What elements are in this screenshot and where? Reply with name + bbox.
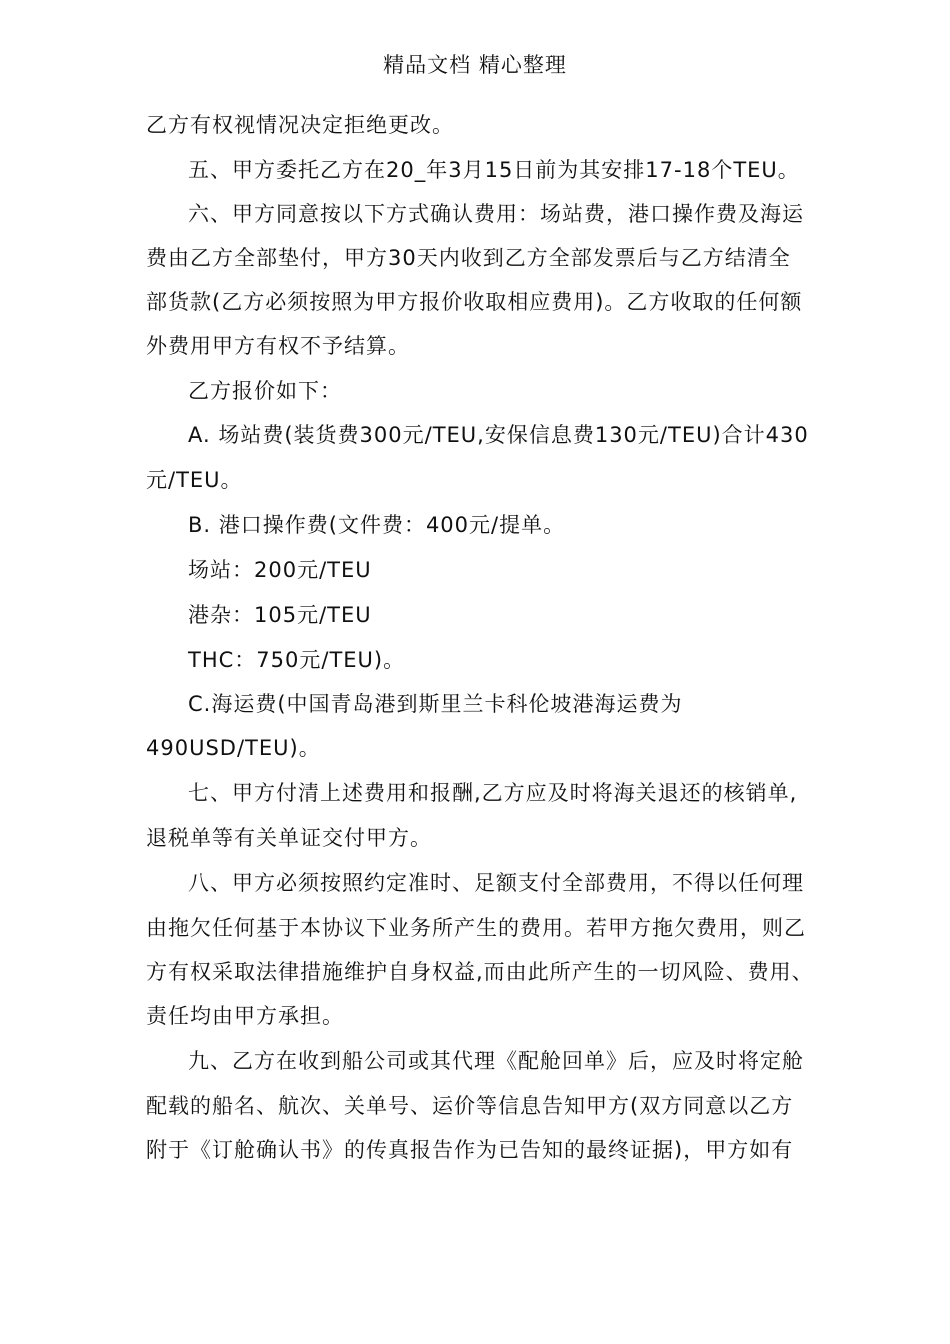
text-line: 元/TEU。 — [146, 468, 243, 492]
text-line: 由拖欠任何基于本协议下业务所产生的费用。若甲方拖欠费用，则乙 — [146, 916, 806, 940]
page-header: 精品文档 精心整理 — [383, 53, 567, 77]
text-line: 乙方报价如下： — [188, 379, 342, 403]
text-line: 七、甲方付清上述费用和报酬,乙方应及时将海关退还的核销单, — [188, 781, 798, 805]
text-line: 部货款(乙方必须按照为甲方报价收取相应费用)。乙方收取的任何额 — [146, 290, 803, 314]
text-line: 方有权采取法律措施维护自身权益,而由此所产生的一切风险、费用、 — [146, 960, 814, 984]
text-line: 附于《订舱确认书》的传真报告作为已告知的最终证据)，甲方如有 — [146, 1138, 794, 1162]
text-line: A. 场站费(装货费300元/TEU,安保信息费130元/TEU)合计430 — [188, 423, 809, 447]
text-line: 九、乙方在收到船公司或其代理《配舱回单》后，应及时将定舱 — [188, 1049, 804, 1073]
text-line: 配载的船名、航次、关单号、运价等信息告知甲方(双方同意以乙方 — [146, 1094, 794, 1118]
text-line: 退税单等有关单证交付甲方。 — [146, 826, 432, 850]
text-line: 六、甲方同意按以下方式确认费用：场站费，港口操作费及海运 — [188, 202, 804, 226]
text-line: C.海运费(中国青岛港到斯里兰卡科伦坡港海运费为 — [188, 692, 683, 716]
text-line: 490USD/TEU)。 — [146, 736, 321, 760]
text-line: B. 港口操作费(文件费：400元/提单。 — [188, 513, 566, 537]
text-line: 港杂：105元/TEU — [188, 603, 372, 627]
text-line: 场站：200元/TEU — [188, 558, 372, 582]
text-line: 费由乙方全部垫付，甲方30天内收到乙方全部发票后与乙方结清全 — [146, 246, 791, 270]
text-line: THC：750元/TEU)。 — [188, 648, 406, 672]
text-line: 五、甲方委托乙方在20_年3月15日前为其安排17-18个TEU。 — [188, 158, 800, 182]
text-line: 外费用甲方有权不予结算。 — [146, 334, 410, 358]
text-line: 责任均由甲方承担。 — [146, 1004, 344, 1028]
text-line: 八、甲方必须按照约定准时、足额支付全部费用，不得以任何理 — [188, 871, 804, 895]
text-line: 乙方有权视情况决定拒绝更改。 — [146, 113, 454, 137]
